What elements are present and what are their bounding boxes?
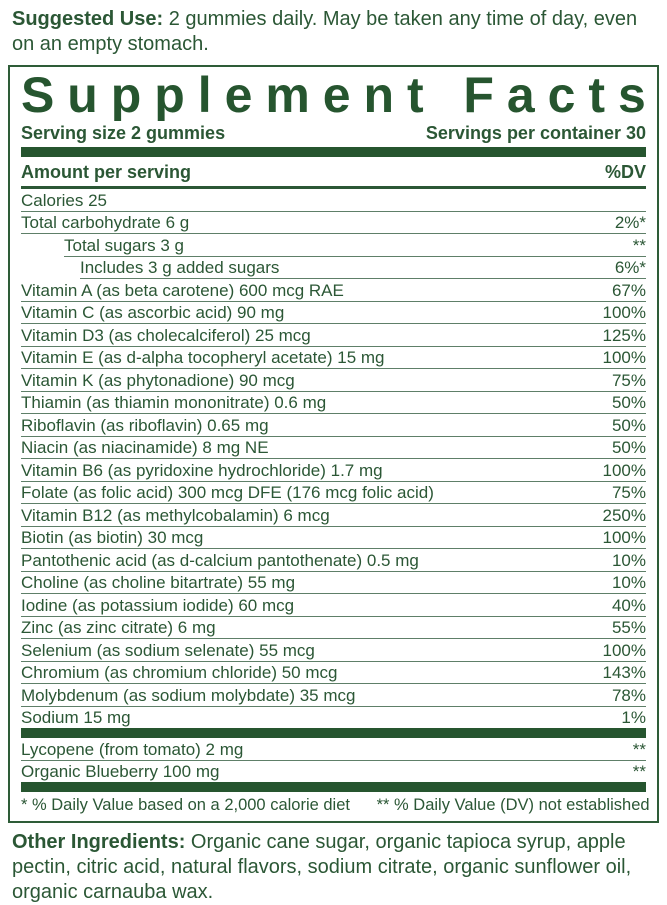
nutrient-dv-value: 55% (611, 618, 646, 637)
nutrient-name: Iodine (as potassium iodide) 60 mcg (21, 595, 295, 615)
table-row (21, 527, 646, 550)
nutrient-dv-value: 67% (611, 280, 646, 300)
table-row (21, 738, 646, 761)
nutrient-dv-value: 100% (602, 528, 646, 547)
table-row (21, 482, 646, 505)
suggested-use-body: 2 gummies daily. May be taken any time of day, even on an empty stomach. (12, 8, 638, 55)
nutrient-table (21, 189, 646, 728)
nutrient-dv-value: 10% (611, 573, 646, 592)
nutrient-dv-value: 143% (602, 663, 646, 682)
nutrient-dv-value: 50% (611, 438, 646, 457)
nutrient-dv-value: 125% (602, 325, 646, 345)
nutrient-name: Zinc (as zinc citrate) 6 mg (21, 618, 216, 637)
nutrient-name: Vitamin D3 (as cholecalciferol) 25 mcg (21, 325, 311, 345)
nutrient-dv-value: 50% (611, 393, 646, 412)
nutrient-name: Includes 3 g added sugars (80, 258, 280, 277)
nutrient-name: Niacin (as niacinamide) 8 mg NE (21, 438, 269, 457)
servings-per-container: Servings per container 30 (425, 123, 646, 143)
table-row (21, 437, 646, 460)
nutrient-name: Thiamin (as thiamin mononitrate) 0.6 mg (21, 393, 327, 412)
amount-per-serving-header: Amount per serving (21, 162, 192, 182)
nutrient-dv-value: 10% (611, 550, 646, 570)
nutrient-name: Selenium (as sodium selenate) 55 mcg (21, 640, 315, 660)
table-row (21, 212, 646, 235)
panel-title: S u p p l e m e n t F a c t s (21, 69, 646, 121)
nutrient-dv-value: 100% (602, 303, 646, 322)
nutrient-name: Total carbohydrate 6 g (21, 213, 190, 232)
table-header-row (21, 157, 646, 189)
table-row (21, 572, 646, 595)
table-row (21, 189, 646, 212)
nutrient-name: Pantothenic acid (as d-calcium pantothenate) 0.5 mg (21, 550, 419, 570)
table-row (21, 684, 646, 707)
nutrient-name: Vitamin B12 (as methylcobalamin) 6 mcg (21, 505, 330, 525)
table-row (21, 347, 646, 370)
table-row (21, 504, 646, 527)
supplement-facts-panel (8, 65, 659, 823)
nutrient-name: Total sugars 3 g (64, 235, 185, 255)
nutrient-dv-value: 250% (602, 505, 646, 525)
nutrient-name: Biotin (as biotin) 30 mcg (21, 528, 204, 547)
table-row (21, 369, 646, 392)
table-row (21, 324, 646, 347)
table-row (21, 549, 646, 572)
nutrient-dv-value: ** (632, 235, 646, 255)
nutrient-name: Choline (as choline bitartrate) 55 mg (21, 573, 296, 592)
nutrient-name: Organic Blueberry 100 mg (21, 762, 220, 781)
nutrient-dv-value: 6%* (614, 258, 646, 277)
nutrient-dv-value: 100% (602, 348, 646, 367)
nutrient-dv-value: ** (632, 739, 646, 759)
nutrient-name: Vitamin B6 (as pyridoxine hydrochloride) 1.7 mg (21, 460, 383, 480)
footnote-row (21, 792, 650, 816)
nutrient-dv-value: 78% (611, 685, 646, 705)
table-row (21, 761, 646, 783)
nutrient-dv-value (638, 191, 646, 210)
nutrient-dv-value: 50% (611, 415, 646, 435)
nutrient-dv-value: 40% (611, 595, 646, 615)
nutrient-dv-value: 100% (602, 640, 646, 660)
table-row (21, 392, 646, 415)
nutrient-name: Folate (as folic acid) 300 mcg DFE (176 mcg folic acid) (21, 483, 434, 502)
serving-size: Serving size 2 gummies (21, 123, 226, 143)
footnote-not-established: ** % Daily Value (DV) not established (376, 796, 650, 814)
nutrient-name: Riboflavin (as riboflavin) 0.65 mg (21, 415, 269, 435)
nutrient-dv-value: 1% (621, 708, 646, 727)
nutrient-name: Calories 25 (21, 190, 107, 210)
table-row (21, 594, 646, 617)
nutrient-name: Lycopene (from tomato) 2 mg (21, 739, 244, 759)
table-row (21, 414, 646, 437)
nutrient-dv-value: 2%* (614, 213, 646, 232)
table-row (21, 302, 646, 325)
other-ingredients-body: Organic cane sugar, organic tapioca syrup, apple pectin, citric acid, natural flavors, sodium citrate, organic sunflower oil, organic carnauba wax. (12, 831, 632, 903)
nutrient-name: Vitamin C (as ascorbic acid) 90 mg (21, 303, 285, 322)
botanical-table (21, 738, 646, 782)
table-row (64, 234, 646, 257)
divider-bar-middle (21, 728, 646, 738)
table-row (80, 257, 646, 280)
nutrient-name: Vitamin E (as d-alpha tocopheryl acetate) 15 mg (21, 348, 385, 367)
table-row (21, 617, 646, 640)
table-row (21, 707, 646, 729)
divider-bar-bottom (21, 782, 646, 792)
table-row (21, 279, 646, 302)
table-row (21, 459, 646, 482)
nutrient-name: Chromium (as chromium chloride) 50 mcg (21, 663, 338, 682)
table-row (21, 662, 646, 685)
nutrient-dv-value: 100% (602, 460, 646, 480)
dv-header: %DV (604, 162, 646, 182)
nutrient-name: Sodium 15 mg (21, 708, 131, 727)
other-ingredients-text (0, 823, 667, 905)
suggested-use-label: Suggested Use: (12, 8, 164, 30)
suggested-use-text (0, 0, 667, 57)
footnote-daily-value: * % Daily Value based on a 2,000 calorie diet (21, 796, 350, 814)
nutrient-name: Vitamin A (as beta carotene) 600 mcg RAE (21, 280, 344, 300)
nutrient-name: Vitamin K (as phytonadione) 90 mcg (21, 370, 295, 390)
serving-info-row (21, 121, 646, 147)
other-ingredients-label: Other Ingredients: (12, 831, 186, 853)
table-row (21, 639, 646, 662)
nutrient-dv-value: 75% (611, 483, 646, 502)
nutrient-name: Molybdenum (as sodium molybdate) 35 mcg (21, 685, 356, 705)
nutrient-dv-value: ** (632, 762, 646, 781)
nutrient-dv-value: 75% (611, 370, 646, 390)
divider-bar-top (21, 147, 646, 157)
